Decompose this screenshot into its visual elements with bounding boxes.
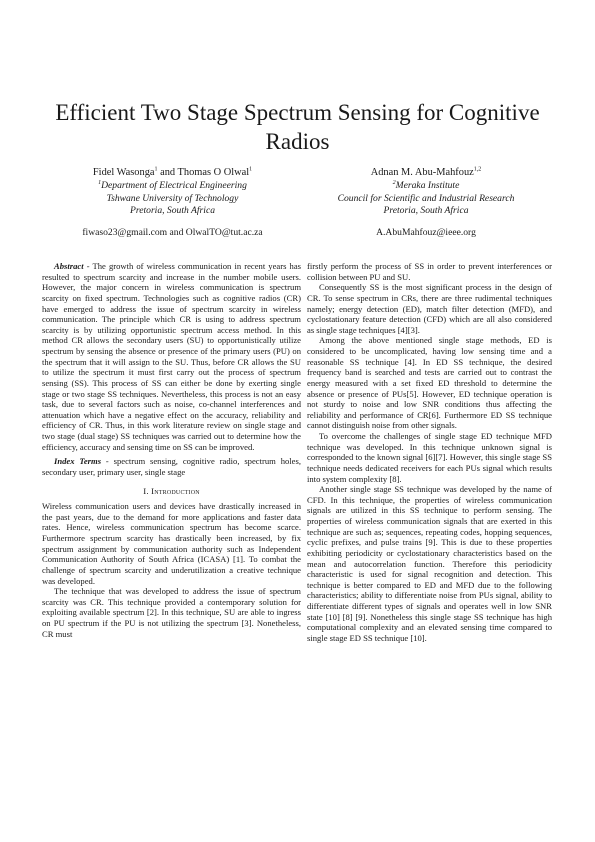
affiliation-council: Council for Scientific and Industrial Research [337, 192, 515, 204]
body-paragraph: Consequently SS is the most significant process in the design of CR. To sense spectrum in CRs, there are three rudimental techniques namely; energy detection (ED), match filter detection (MFD), and cyclostationary feature detection (CFD) which are all also considered as single stage techniques [4][3]. [307, 282, 552, 335]
author-name-3: Adnan M. Abu-Mahfouz [370, 167, 474, 178]
affiliation-institution: Tshwane University of Technology [106, 192, 239, 204]
section-title: Introduction [151, 485, 200, 496]
author-name-3-line [312, 166, 540, 179]
body-paragraph: The technique that was developed to address the issue of spectrum scarcity was CR. This technique provided a contemporary solution for exploiting available spectrum [2]. In this technique, SU are able to ingress on PU spectrum if the PU is not utilizing the spectrum [3]. Nonetheless, CR must [42, 586, 301, 639]
body-paragraph: firstly perform the process of SS in order to prevent interferences or collision between PU and SU. [307, 261, 552, 282]
author-block-left [60, 166, 285, 239]
abstract-lead: Abstract - [54, 261, 90, 271]
body-paragraph: Another single stage SS technique was developed by the name of CFD. In this technique, the properties of wireless communication signals are utilized in this SS technique to perform sensing. The properties of wireless communication signals that are exerted in this technique are such as; sequences, repeating codes, hopping sequences, cyclic prefixes, and pulse trains [9]. This is due to these properties exhibiting periodicity or cyclostationary characteristics based on the mean and autocorrelation function. Therefore this periodicity characteristic is used for signal recognition and detection. This technique is better compared to ED and MFD due to the following characteristics; ability to differentiate noise from PUs signal, ability to differentiate different types of signals and operates well in low SNR state [10] [8] [9]. Nonetheless this single stage SS technique has high computational complexity and an elevated sensing time compared to single stage ED SS technique [10]. [307, 484, 552, 643]
paper-title: Efficient Two Stage Spectrum Sensing for Cognitive Radios [55, 100, 540, 154]
author-names [60, 166, 285, 179]
index-terms-lead: Index Terms - [54, 456, 109, 467]
left-column [42, 261, 301, 639]
affiliation-location-2: Pretoria, South Africa [383, 205, 469, 217]
body-paragraph: To overcome the challenges of single stage ED technique MFD technique was developed. In this technique unknown signal is corresponded to the known signal [6][7]. However, this single stage SS technique needs dedicated receivers for each PUs signal which results into system complexity [8]. [307, 431, 552, 484]
right-column [307, 261, 552, 644]
author-block-right [312, 166, 540, 239]
body-paragraph: Wireless communication users and devices have drastically increased in the past years, due to the demand for more applications and faster data rates. Hence, wireless communication spectrum has become scarce. Furthermore spectrum scarcity has drastically been increased, by fix spectrum assignment by communication authority such as Independent Communication Authority of South Africa (ICASA) [1]. To combat the challenge of spectrum scarcity and underutilization a creative technique was developed. [42, 501, 301, 586]
institute-text: Meraka Institute [395, 180, 460, 191]
author-sup-2: 1 [249, 166, 253, 173]
affiliation-institute [312, 180, 540, 193]
section-numeral: I. [143, 485, 152, 496]
section-heading-introduction [42, 486, 301, 497]
abstract [42, 261, 301, 452]
author-sup-1: 1 [154, 166, 158, 173]
author-name-2: and Thomas O Olwal [157, 167, 250, 178]
author-sup-3: 1,2 [473, 166, 482, 173]
affiliation-department [60, 180, 285, 193]
body-paragraph: Among the above mentioned single stage methods, ED is considered to be uncomplicated, having low sensing time and a reasonable SS technique [4]. In ED SS technique, the desired frequency band is searched and tests are carried out to contrast the energy measured with a set fixed ED threshold to determine the absence or presence of PUs[5]. However, ED technique operation is not sturdy to noise and low SNR conditions thus affecting the reliability and performance of CR[6]. Furthermore ED SS technique cannot distinguish noise from other signals. [307, 335, 552, 431]
affiliation-location: Pretoria, South Africa [129, 205, 215, 217]
index-terms [42, 456, 301, 477]
affiliation-sup-2: 2 [392, 179, 396, 186]
affiliation-sup: 1 [98, 179, 102, 186]
author-email: fiwaso23@gmail.com and OlwalTO@tut.ac.za [82, 226, 263, 238]
department-text: Department of Electrical Engineering [101, 180, 247, 191]
author-email-2: A.AbuMahfouz@ieee.org [376, 226, 476, 238]
index-terms-text: spectrum sensing, cognitive radio, spectrum holes, secondary user, primary user, single stage [42, 456, 301, 477]
author-name-1: Fidel Wasonga [92, 167, 155, 178]
abstract-text: The growth of wireless communication in recent years has resulted to spectrum scarcity and increase in the number mobile users. However, the major concern in wireless communication is spectrum scarcity on fixed spectrum. Technologies such as cognitive radios (CR) have emerged to address the issue of spectrum scarcity in wireless communication. The principle which CR is using to address spectrum scarcity is by utilizing opportunistic spectrum access method. In this method CR allows the secondary users (SU) to opportunistically utilize spectrum by sensing the absence or presence of the primary users (PU) on the spectrum that it will assign to the SU. Thus, before CR allows the SU to utilize the spectrum it must first carry out the process of spectrum sensing (SS). This process of SS can either be done by exerting single stage or two stage SS techniques. Nevertheless, this process is not an easy task, due to several factors such as noise, co-channel interferences and attenuation which have a negative effect on the accuracy, reliability and efficiency of CR. Thus, in this work literature review on single stage and two stage (dual stage) SS techniques was carried out to determine how the efficiency, accuracy and sensing time on SS can be improved. [42, 261, 301, 452]
